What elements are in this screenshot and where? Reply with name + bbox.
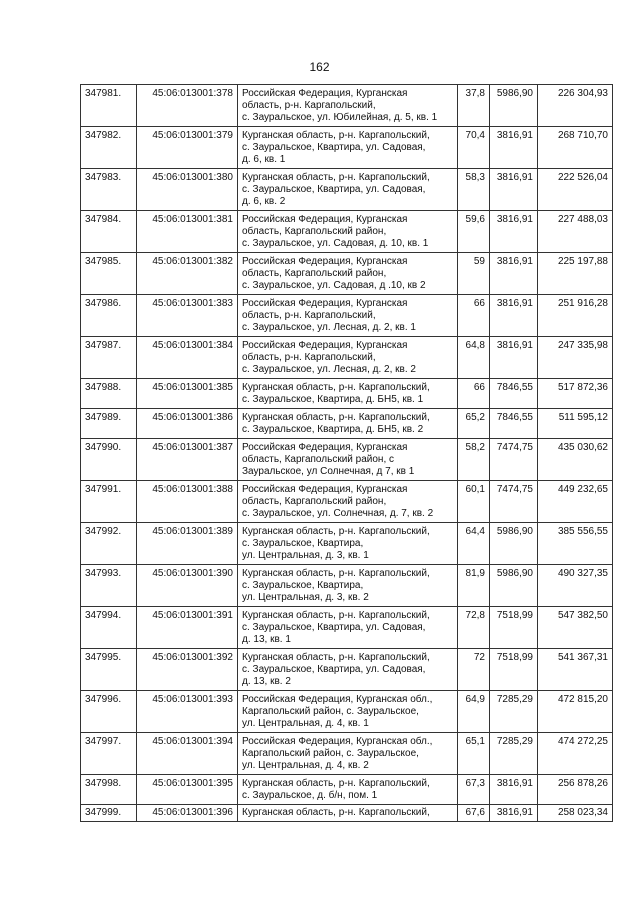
cadastral-value-cell: 268 710,70 xyxy=(538,127,613,169)
cadastral-number-cell: 45:06:013001:382 xyxy=(137,253,238,295)
cadastral-value-cell: 449 232,65 xyxy=(538,481,613,523)
address-cell: Курганская область, р-н. Каргапольский, с. Зауральское, Квартира, ул. Садовая, д. 13, кв. 1 xyxy=(238,607,458,649)
address-cell: Курганская область, р-н. Каргапольский, с. Зауральское, Квартира, ул. Садовая, д. 13, кв. 2 xyxy=(238,649,458,691)
table-row xyxy=(81,169,613,211)
area-cell: 65,1 xyxy=(458,733,490,775)
record-number-cell: 347992. xyxy=(81,523,137,565)
area-cell: 67,6 xyxy=(458,805,490,822)
table-row xyxy=(81,295,613,337)
area-cell: 67,3 xyxy=(458,775,490,805)
unit-price-cell: 3816,91 xyxy=(490,127,538,169)
area-cell: 72,8 xyxy=(458,607,490,649)
cadastral-number-cell: 45:06:013001:380 xyxy=(137,169,238,211)
cadastral-value-cell: 225 197,88 xyxy=(538,253,613,295)
unit-price-cell: 3816,91 xyxy=(490,211,538,253)
unit-price-cell: 3816,91 xyxy=(490,253,538,295)
address-cell: Курганская область, р-н. Каргапольский, с. Зауральское, Квартира, ул. Садовая, д. 6, кв. 2 xyxy=(238,169,458,211)
cadastral-number-cell: 45:06:013001:379 xyxy=(137,127,238,169)
cadastral-number-cell: 45:06:013001:378 xyxy=(137,85,238,127)
table-row xyxy=(81,127,613,169)
area-cell: 81,9 xyxy=(458,565,490,607)
property-registry-table xyxy=(80,84,613,822)
address-cell: Курганская область, р-н. Каргапольский, с. Зауральское, Квартира, ул. Центральная, д. 3, кв. 1 xyxy=(238,523,458,565)
address-cell: Курганская область, р-н. Каргапольский, с. Зауральское, Квартира, д. БН5, кв. 2 xyxy=(238,409,458,439)
unit-price-cell: 5986,90 xyxy=(490,85,538,127)
cadastral-number-cell: 45:06:013001:388 xyxy=(137,481,238,523)
cadastral-value-cell: 511 595,12 xyxy=(538,409,613,439)
cadastral-value-cell: 517 872,36 xyxy=(538,379,613,409)
address-cell: Российская Федерация, Курганская область, Каргапольский район, с Зауральское, ул Солнечная, д 7, кв 1 xyxy=(238,439,458,481)
unit-price-cell: 7285,29 xyxy=(490,733,538,775)
cadastral-value-cell: 256 878,26 xyxy=(538,775,613,805)
record-number-cell: 347995. xyxy=(81,649,137,691)
cadastral-value-cell: 258 023,34 xyxy=(538,805,613,822)
area-cell: 72 xyxy=(458,649,490,691)
unit-price-cell: 3816,91 xyxy=(490,295,538,337)
cadastral-value-cell: 547 382,50 xyxy=(538,607,613,649)
cadastral-value-cell: 472 815,20 xyxy=(538,691,613,733)
record-number-cell: 347987. xyxy=(81,337,137,379)
cadastral-value-cell: 541 367,31 xyxy=(538,649,613,691)
table-row xyxy=(81,211,613,253)
unit-price-cell: 3816,91 xyxy=(490,775,538,805)
table-row xyxy=(81,607,613,649)
area-cell: 60,1 xyxy=(458,481,490,523)
record-number-cell: 347999. xyxy=(81,805,137,822)
unit-price-cell: 3816,91 xyxy=(490,169,538,211)
record-number-cell: 347984. xyxy=(81,211,137,253)
cadastral-number-cell: 45:06:013001:381 xyxy=(137,211,238,253)
area-cell: 64,9 xyxy=(458,691,490,733)
unit-price-cell: 7285,29 xyxy=(490,691,538,733)
table-row xyxy=(81,337,613,379)
area-cell: 37,8 xyxy=(458,85,490,127)
cadastral-number-cell: 45:06:013001:385 xyxy=(137,379,238,409)
cadastral-number-cell: 45:06:013001:394 xyxy=(137,733,238,775)
cadastral-value-cell: 490 327,35 xyxy=(538,565,613,607)
cadastral-value-cell: 251 916,28 xyxy=(538,295,613,337)
cadastral-value-cell: 222 526,04 xyxy=(538,169,613,211)
cadastral-number-cell: 45:06:013001:387 xyxy=(137,439,238,481)
record-number-cell: 347981. xyxy=(81,85,137,127)
unit-price-cell: 3816,91 xyxy=(490,337,538,379)
record-number-cell: 347986. xyxy=(81,295,137,337)
table-row xyxy=(81,481,613,523)
record-number-cell: 347991. xyxy=(81,481,137,523)
table-row xyxy=(81,379,613,409)
area-cell: 58,2 xyxy=(458,439,490,481)
cadastral-number-cell: 45:06:013001:386 xyxy=(137,409,238,439)
unit-price-cell: 7474,75 xyxy=(490,481,538,523)
record-number-cell: 347993. xyxy=(81,565,137,607)
area-cell: 59,6 xyxy=(458,211,490,253)
area-cell: 66 xyxy=(458,379,490,409)
table-row xyxy=(81,805,613,822)
cadastral-number-cell: 45:06:013001:383 xyxy=(137,295,238,337)
cadastral-number-cell: 45:06:013001:396 xyxy=(137,805,238,822)
cadastral-number-cell: 45:06:013001:389 xyxy=(137,523,238,565)
cadastral-value-cell: 385 556,55 xyxy=(538,523,613,565)
cadastral-number-cell: 45:06:013001:384 xyxy=(137,337,238,379)
cadastral-number-cell: 45:06:013001:393 xyxy=(137,691,238,733)
cadastral-number-cell: 45:06:013001:392 xyxy=(137,649,238,691)
cadastral-value-cell: 247 335,98 xyxy=(538,337,613,379)
area-cell: 66 xyxy=(458,295,490,337)
record-number-cell: 347983. xyxy=(81,169,137,211)
address-cell: Российская Федерация, Курганская область, Каргапольский район, с. Зауральское, ул. Садовая, д .10, кв 2 xyxy=(238,253,458,295)
cadastral-value-cell: 474 272,25 xyxy=(538,733,613,775)
address-cell: Курганская область, р-н. Каргапольский, с. Зауральское, Квартира, ул. Центральная, д. 3, кв. 2 xyxy=(238,565,458,607)
record-number-cell: 347997. xyxy=(81,733,137,775)
unit-price-cell: 5986,90 xyxy=(490,523,538,565)
cadastral-number-cell: 45:06:013001:390 xyxy=(137,565,238,607)
table-row xyxy=(81,565,613,607)
area-cell: 58,3 xyxy=(458,169,490,211)
table-row xyxy=(81,523,613,565)
table-row xyxy=(81,253,613,295)
address-cell: Российская Федерация, Курганская область, Каргапольский район, с. Зауральское, ул. Солнечная, д. 7, кв. 2 xyxy=(238,481,458,523)
table-row xyxy=(81,691,613,733)
area-cell: 70,4 xyxy=(458,127,490,169)
table-row xyxy=(81,733,613,775)
cadastral-number-cell: 45:06:013001:391 xyxy=(137,607,238,649)
unit-price-cell: 3816,91 xyxy=(490,805,538,822)
cadastral-value-cell: 227 488,03 xyxy=(538,211,613,253)
table-row xyxy=(81,775,613,805)
record-number-cell: 347996. xyxy=(81,691,137,733)
area-cell: 65,2 xyxy=(458,409,490,439)
area-cell: 64,8 xyxy=(458,337,490,379)
address-cell: Курганская область, р-н. Каргапольский, с. Зауральское, д. б/н, пом. 1 xyxy=(238,775,458,805)
page-number: 162 xyxy=(309,60,330,74)
record-number-cell: 347998. xyxy=(81,775,137,805)
address-cell: Курганская область, р-н. Каргапольский, с. Зауральское, Квартира, ул. Садовая, д. 6, кв. 1 xyxy=(238,127,458,169)
cadastral-value-cell: 226 304,93 xyxy=(538,85,613,127)
address-cell: Российская Федерация, Курганская обл., Каргапольский район, с. Зауральское, ул. Центральная, д. 4, кв. 2 xyxy=(238,733,458,775)
area-cell: 64,4 xyxy=(458,523,490,565)
address-cell: Курганская область, р-н. Каргапольский, xyxy=(238,805,458,822)
record-number-cell: 347989. xyxy=(81,409,137,439)
area-cell: 59 xyxy=(458,253,490,295)
unit-price-cell: 5986,90 xyxy=(490,565,538,607)
table-row xyxy=(81,409,613,439)
table-row xyxy=(81,649,613,691)
table-row xyxy=(81,85,613,127)
record-number-cell: 347994. xyxy=(81,607,137,649)
address-cell: Российская Федерация, Курганская область, р-н. Каргапольский, с. Зауральское, ул. Юбилейная, д. 5, кв. 1 xyxy=(238,85,458,127)
unit-price-cell: 7474,75 xyxy=(490,439,538,481)
unit-price-cell: 7846,55 xyxy=(490,379,538,409)
address-cell: Российская Федерация, Курганская обл., Каргапольский район, с. Зауральское, ул. Центральная, д. 4, кв. 1 xyxy=(238,691,458,733)
cadastral-value-cell: 435 030,62 xyxy=(538,439,613,481)
record-number-cell: 347988. xyxy=(81,379,137,409)
address-cell: Российская Федерация, Курганская область, Каргапольский район, с. Зауральское, ул. Садовая, д. 10, кв. 1 xyxy=(238,211,458,253)
address-cell: Российская Федерация, Курганская область, р-н. Каргапольский, с. Зауральское, ул. Лесная, д. 2, кв. 2 xyxy=(238,337,458,379)
table-row xyxy=(81,439,613,481)
unit-price-cell: 7518,99 xyxy=(490,649,538,691)
registry-table-body xyxy=(81,85,613,822)
unit-price-cell: 7518,99 xyxy=(490,607,538,649)
address-cell: Российская Федерация, Курганская область, р-н. Каргапольский, с. Зауральское, ул. Лесная, д. 2, кв. 1 xyxy=(238,295,458,337)
record-number-cell: 347990. xyxy=(81,439,137,481)
record-number-cell: 347985. xyxy=(81,253,137,295)
record-number-cell: 347982. xyxy=(81,127,137,169)
address-cell: Курганская область, р-н. Каргапольский, с. Зауральское, Квартира, д. БН5, кв. 1 xyxy=(238,379,458,409)
unit-price-cell: 7846,55 xyxy=(490,409,538,439)
cadastral-number-cell: 45:06:013001:395 xyxy=(137,775,238,805)
